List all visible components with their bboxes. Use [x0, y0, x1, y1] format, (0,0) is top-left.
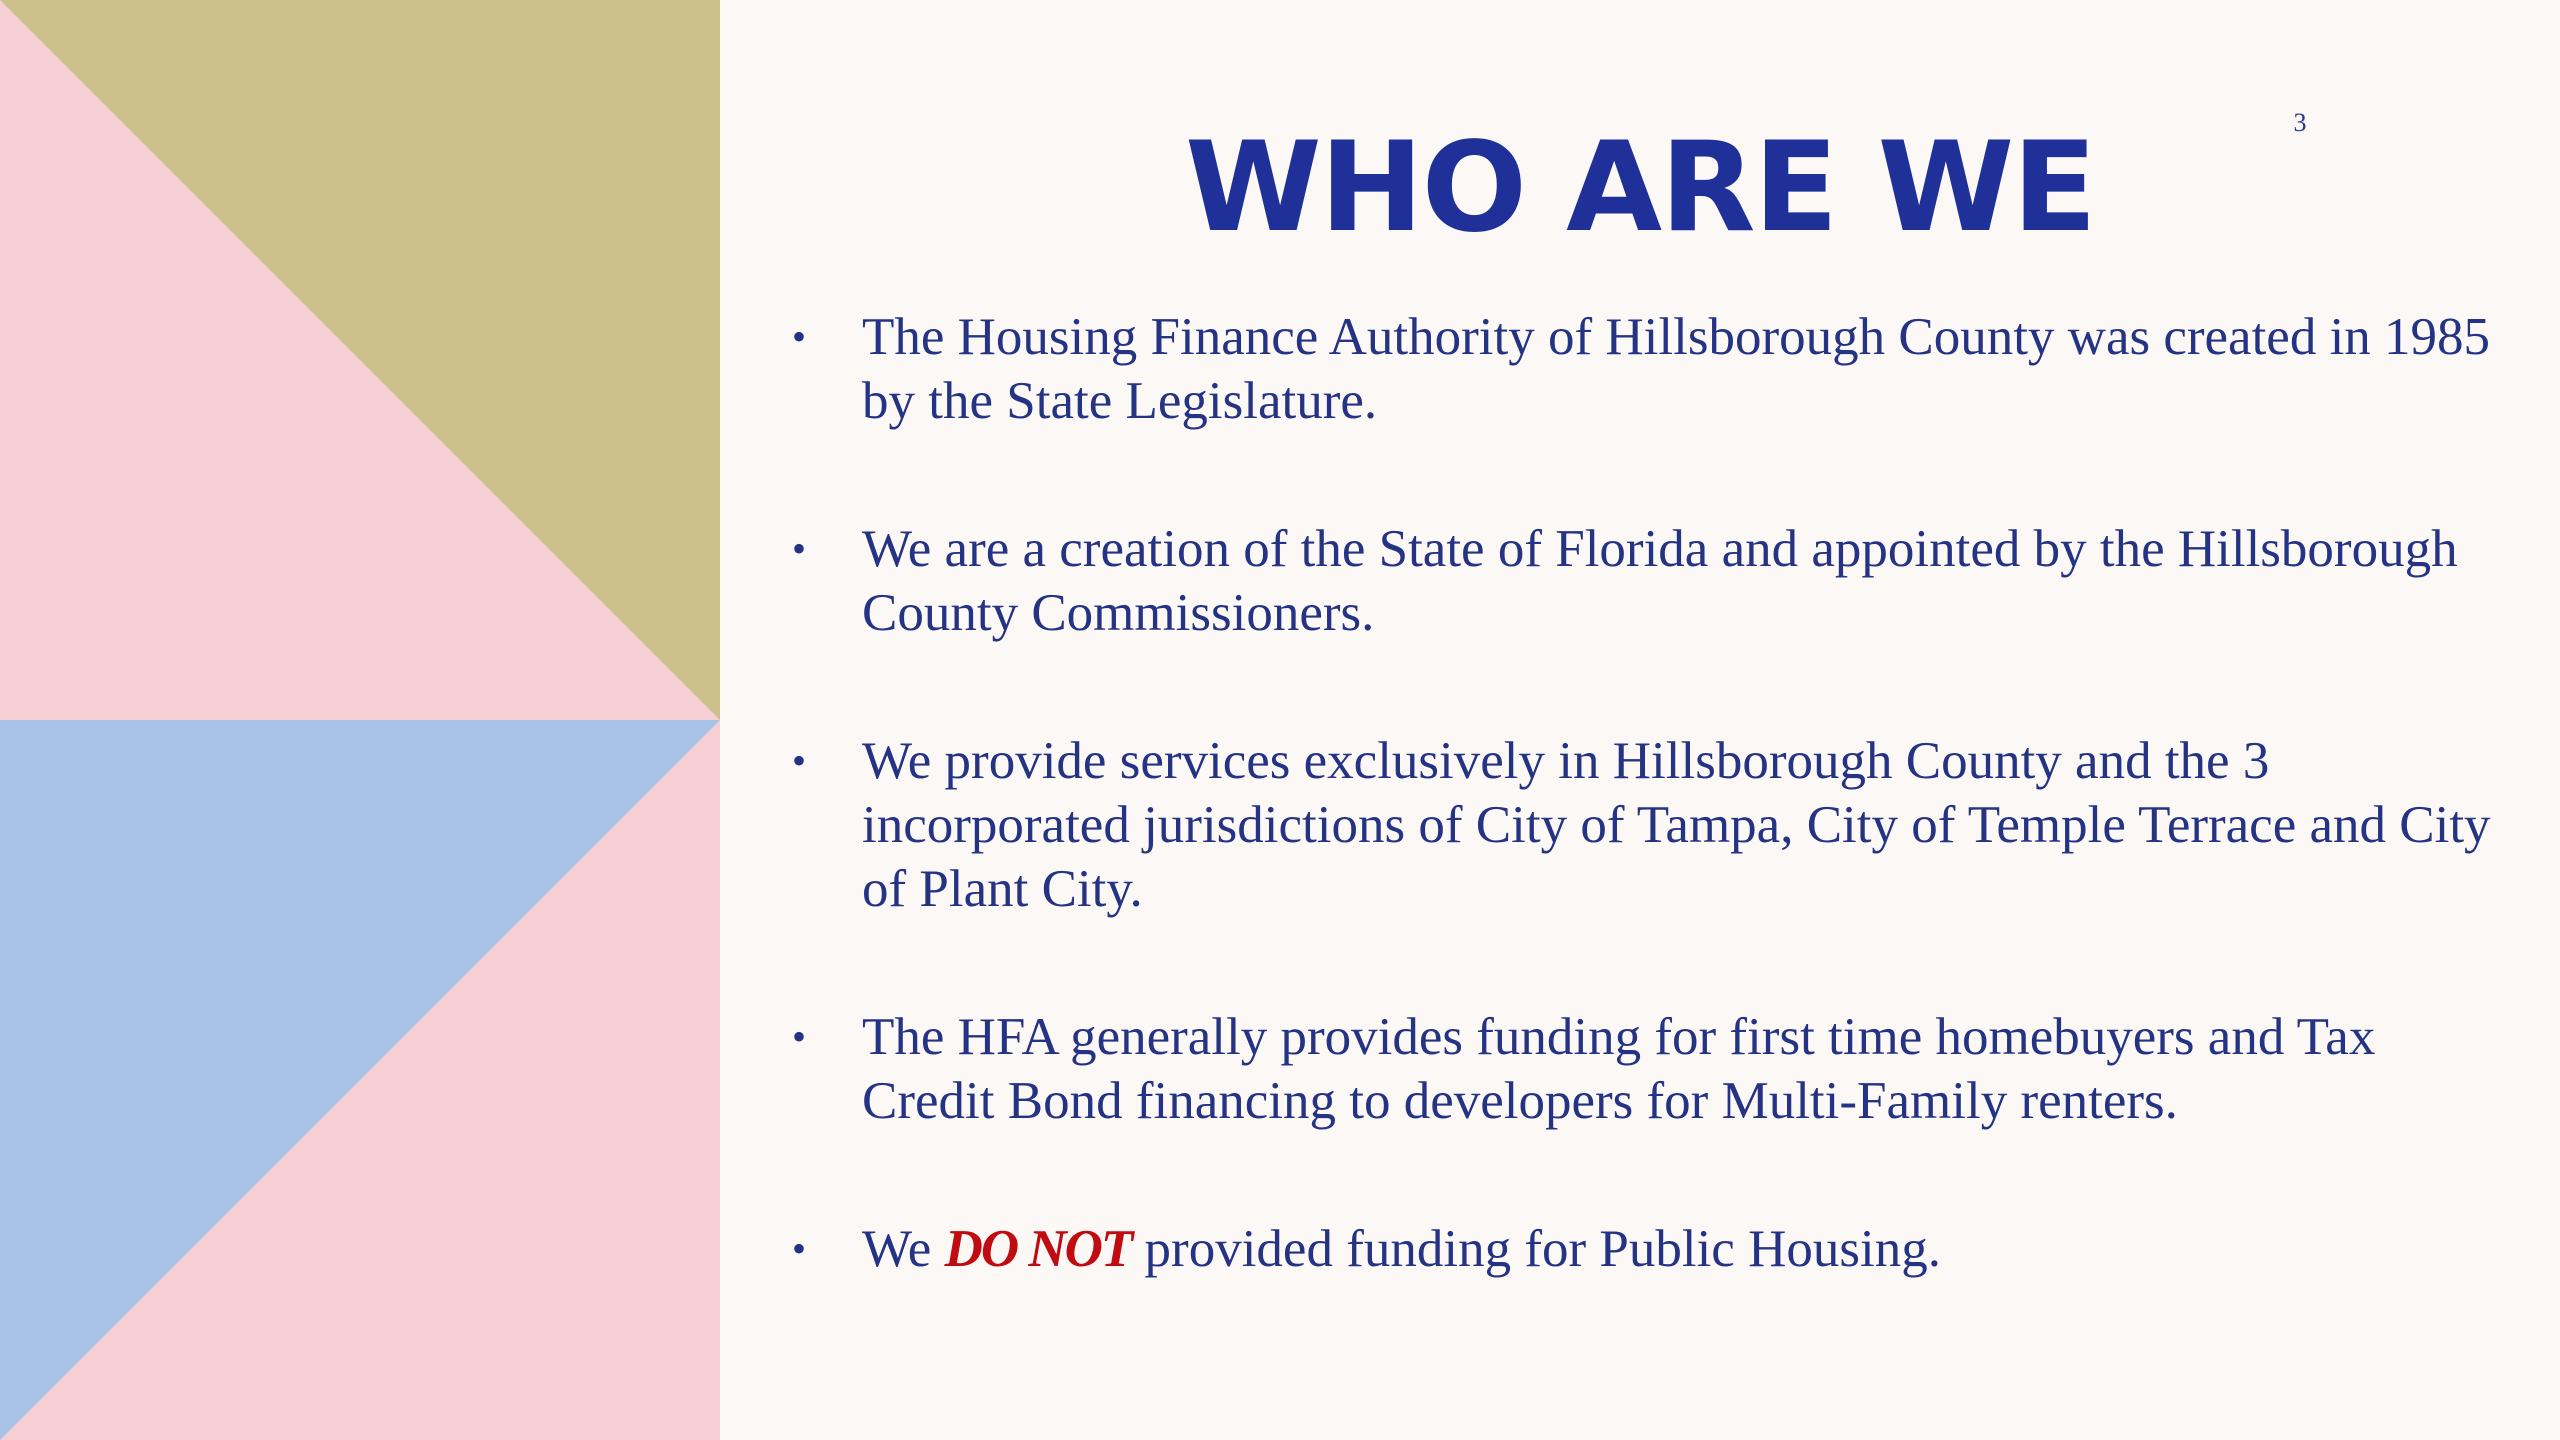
bullet-text-suffix: provided funding for Public Housing.: [1131, 1220, 1941, 1278]
bullet-item-state-creation: [780, 517, 2500, 645]
bullet-dot-icon: •: [792, 738, 807, 783]
bullet-text: We are a creation of the State of Florida and appointed by the Hillsborough County Commissioners.: [862, 520, 2458, 642]
bullet-dot-icon: •: [792, 526, 807, 571]
slide-title: WHO ARE WE: [1185, 116, 2095, 260]
bullet-dot-icon: •: [792, 314, 807, 359]
bullet-list: [780, 305, 2500, 1365]
decorative-triangles: [0, 0, 720, 1440]
bullet-text: The Housing Finance Authority of Hillsborough County was created in 1985 by the State Legislature.: [862, 308, 2491, 430]
bullet-item-public-housing: [780, 1217, 2500, 1281]
bullet-item-service-area: [780, 729, 2500, 921]
page-number: 3: [2293, 108, 2307, 137]
bullet-emphasis-do-not: DO NOT: [944, 1220, 1132, 1278]
bullet-text-prefix: We: [862, 1220, 945, 1278]
bullet-text: The HFA generally provides funding for first time homebuyers and Tax Credit Bond financing to developers for Multi-Family renters.: [862, 1008, 2376, 1130]
bullet-item-creation-date: [780, 305, 2500, 433]
bullet-dot-icon: •: [792, 1014, 807, 1059]
bullet-text: We provide services exclusively in Hillsborough County and the 3 incorporated jurisdictions of City of Tampa, City of Temple Terrace and City of Plant City.: [862, 732, 2491, 918]
bullet-item-funding: [780, 1005, 2500, 1133]
bullet-dot-icon: •: [792, 1226, 807, 1271]
